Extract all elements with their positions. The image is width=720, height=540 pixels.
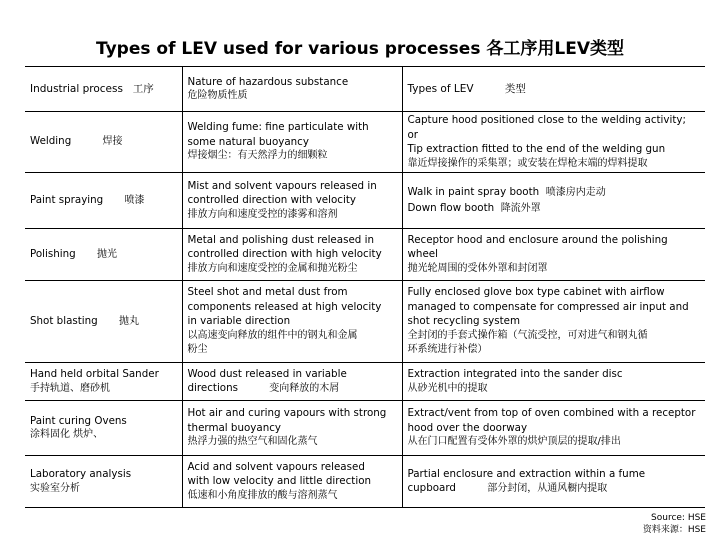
source-zh: 资料来源：HSE [642, 525, 706, 535]
lev-text-zh: 部分封闭，从通风橱内提取 [487, 483, 608, 494]
process-en: Paint spraying [30, 193, 104, 206]
nature-cell [182, 229, 402, 281]
nature-line: some natural buoyancy [187, 135, 309, 148]
lev-line: 靠近焊接操作的采集罩；或安装在焊枪末端的焊料提取 [407, 157, 648, 169]
nature-line: 排放方向和速度受控的漆雾和溶剂 [187, 208, 338, 220]
nature-text-zh: 变向释放的木屑 [269, 383, 340, 394]
table-row [25, 229, 705, 281]
header-lev-zh: 类型 [504, 82, 526, 95]
lev-line: 从在门口配置有受体外罩的烘炉顶层的提取/排出 [407, 436, 621, 448]
lev-line: 环系统进行补偿） [407, 344, 488, 356]
process-cell [25, 401, 182, 456]
table-row [25, 173, 705, 229]
table-row [25, 456, 705, 508]
process-cell [25, 229, 182, 281]
nature-line: thermal buoyancy [187, 421, 281, 434]
lev-cell [402, 456, 705, 508]
process-en: Welding [30, 135, 72, 148]
nature-line: with low velocity and little direction [187, 475, 372, 488]
lev-cell [402, 173, 705, 229]
nature-line: 粉尘 [187, 344, 208, 356]
nature-line: Metal and polishing dust released in [187, 233, 374, 246]
nature-line: Welding fume: fine particulate with [187, 121, 369, 134]
lev-cell [402, 281, 705, 363]
header-process-en: Industrial process [30, 82, 123, 95]
table-row [25, 112, 705, 173]
process-zh: 涂料固化 烘炉、 [30, 429, 104, 440]
page-title: Types of LEV used for various processes 各工序用LEV类型 [96, 39, 624, 59]
nature-cell [182, 173, 402, 229]
process-cell [25, 363, 182, 401]
lev-text: Down flow booth [407, 201, 495, 214]
process-zh: 喷漆 [124, 194, 145, 206]
nature-cell [182, 401, 402, 456]
lev-text: cupboard [407, 482, 456, 494]
lev-line: wheel [407, 248, 438, 261]
nature-cell [182, 363, 402, 401]
source-en: Source: HSE [651, 513, 706, 523]
process-cell [25, 112, 182, 173]
table-row [25, 401, 705, 456]
header-lev-en: Types of LEV [407, 82, 474, 95]
nature-line: Wood dust released in variable [187, 367, 347, 380]
lev-line-1 [408, 185, 701, 201]
lev-cell [402, 401, 705, 456]
nature-line-2 [188, 381, 397, 397]
process-zh: 实验室分析 [30, 482, 80, 494]
lev-table [25, 66, 705, 508]
header-process-zh: 工序 [132, 82, 154, 95]
nature-line: Acid and solvent vapours released [187, 460, 365, 473]
header-nature [182, 67, 402, 112]
process-cell [25, 281, 182, 363]
lev-line: or [407, 128, 419, 141]
nature-cell [182, 281, 402, 363]
lev-text-zh: 降流外罩 [500, 202, 541, 214]
nature-line: components released at high velocity [187, 300, 382, 313]
table-header-row [25, 67, 705, 112]
nature-line: 焊接烟尘：有天然浮力的细颗粒 [187, 150, 328, 162]
table-row [25, 281, 705, 363]
lev-line: shot recycling system [407, 315, 521, 328]
process-cell [25, 173, 182, 229]
lev-line: Capture hood positioned close to the welding activity; [407, 114, 686, 126]
header-nature-en: Nature of hazardous substance [187, 75, 349, 88]
nature-line: Mist and solvent vapours released in [187, 179, 377, 192]
process-en: Paint curing Ovens [30, 414, 127, 427]
lev-cell [402, 363, 705, 401]
lev-line: managed to compensate for compressed air input and [407, 300, 689, 313]
process-zh: 手持轨道、磨砂机 [30, 382, 110, 394]
nature-line: Hot air and curing vapours with strong [187, 407, 387, 420]
lev-line: 抛光轮周围的受体外罩和封闭罩 [407, 262, 548, 274]
nature-line: controlled direction with high velocity [187, 248, 382, 261]
process-en: Hand held orbital Sander [30, 368, 159, 380]
nature-text: directions [187, 382, 238, 394]
nature-line: 热浮力强的热空气和固化蒸气 [187, 436, 318, 448]
lev-cell [402, 229, 705, 281]
nature-cell [182, 112, 402, 173]
nature-line: Steel shot and metal dust from [187, 286, 348, 299]
nature-line: 低速和小角度排放的酸与溶剂蒸气 [187, 489, 338, 501]
header-nature-zh: 危险物质性质 [187, 90, 248, 101]
lev-line: Extraction integrated into the sander disc [407, 368, 623, 380]
lev-line: hood over the doorway [407, 421, 528, 434]
process-en: Shot blasting [30, 314, 98, 327]
lev-line: Partial enclosure and extraction within a fume [407, 467, 646, 480]
lev-line-2 [408, 201, 701, 217]
lev-line: Extract/vent from top of oven combined with a receptor [407, 407, 696, 420]
nature-line: controlled direction with velocity [187, 194, 356, 207]
lev-text-zh: 喷漆房内走动 [545, 187, 606, 198]
nature-line: 排放方向和速度受控的金属和抛光粉尘 [187, 262, 358, 274]
lev-line: Tip extraction fitted to the end of the welding gun [407, 143, 666, 155]
header-process [25, 67, 182, 112]
lev-line-2 [408, 481, 701, 497]
process-cell [25, 456, 182, 508]
lev-line: 全封闭的手套式操作箱（气流受控，可对进气和钢丸循 [407, 329, 648, 341]
process-zh: 焊接 [102, 136, 123, 148]
lev-text: Walk in paint spray booth [407, 186, 540, 198]
process-en: Laboratory analysis [30, 468, 132, 480]
lev-line: 从砂光机中的提取 [407, 382, 488, 394]
lev-line: Fully enclosed glove box type cabinet with airflow [407, 286, 665, 299]
process-zh: 抛光 [96, 248, 117, 260]
lev-cell [402, 112, 705, 173]
header-lev [402, 67, 705, 112]
table-row [25, 363, 705, 401]
nature-line: 以高速变向释放的组件中的钢丸和金属 [187, 329, 358, 341]
nature-cell [182, 456, 402, 508]
process-en: Polishing [30, 247, 76, 260]
process-zh: 抛丸 [119, 315, 139, 327]
source-note [643, 512, 706, 536]
nature-line: in variable direction [187, 315, 291, 328]
lev-line: Receptor hood and enclosure around the polishing [407, 233, 668, 246]
